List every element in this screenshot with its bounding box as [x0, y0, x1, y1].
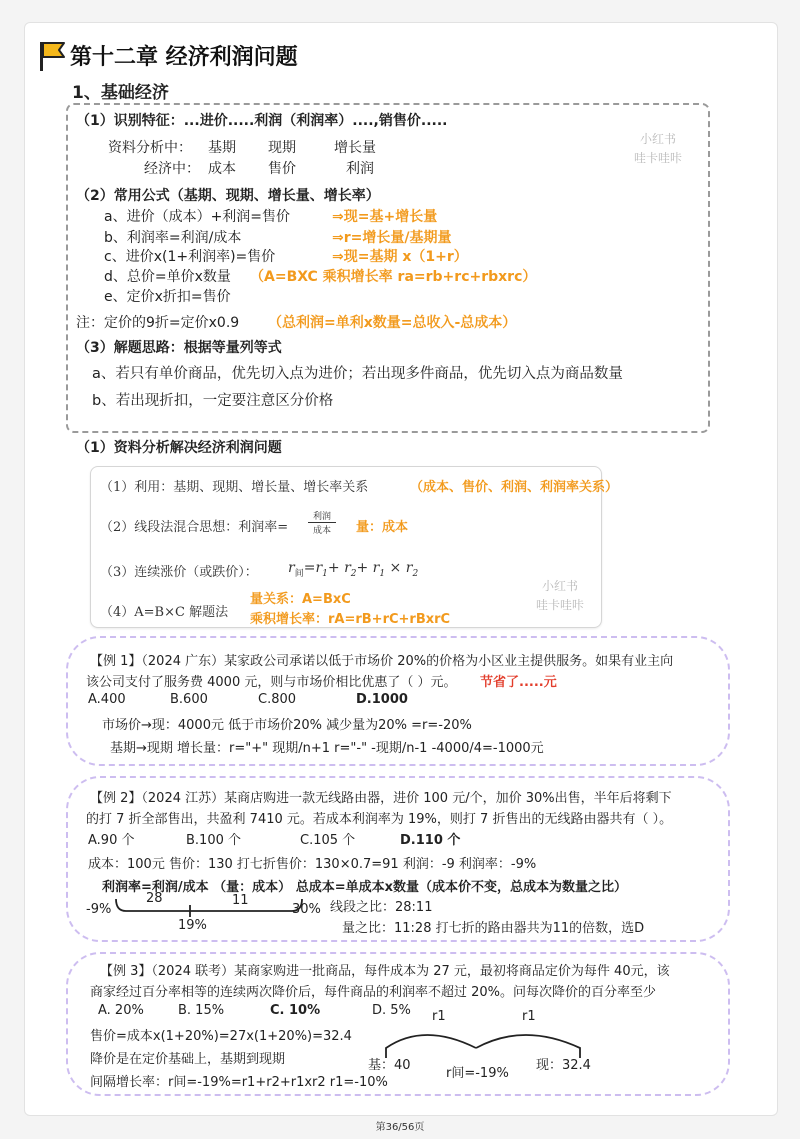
row-b-cost: 成本 [208, 161, 236, 177]
arc-label-1: r1 [432, 1009, 446, 1024]
ex2-opt-a: A.90 个 [88, 833, 135, 848]
ex1-work2: 基期→现期 增长量：r="+" 现期/n+1 r="-" -现期/n-1 -4000/4=-1000元 [110, 741, 544, 756]
formula-a: a、进价（成本）+利润=售价 [104, 209, 291, 225]
seg-right: 30% [292, 902, 321, 917]
ex2-work2: 利润率=利润/成本 （量：成本） 总成本=单成本x数量（成本价不变，总成本为数量之比） [102, 880, 627, 895]
ex3-work1: 售价=成本x(1+20%)=27x(1+20%)=32.4 [90, 1029, 352, 1044]
item2: （2）线段法混合思想：利润率= [100, 520, 289, 535]
ex1-q2: 该公司支付了服务费 4000 元，则与市场价相比优惠了（ ）元。 [86, 675, 457, 690]
seg-left: -9% [86, 902, 112, 917]
formula-d: d、总价=单价x数量 [104, 269, 231, 285]
row-b-label: 经济中： [144, 161, 200, 177]
page-number: 第36/56页 [375, 1122, 425, 1133]
fraction-denominator: 成本 [308, 522, 336, 536]
row-a-base: 基期 [208, 140, 236, 156]
ex3-opt-b: B. 15% [178, 1003, 225, 1018]
watermark2-line1: 小红书 [541, 579, 578, 593]
watermark2-line2: 哇卡哇咔 [535, 598, 584, 612]
seg-top-left: 28 [146, 891, 163, 906]
ex2-ratio1: 线段之比：28:11 [330, 900, 433, 915]
ex1-q1: 【例 1】（2024 广东）某家政公司承诺以低于市场价 20%的价格为小区业主提供服务。如果有业主向 [90, 654, 674, 669]
part1-title: （1）识别特征：...进价.....利润（利润率）....,销售价..... [76, 113, 448, 129]
ex2-q2: 的打 7 折全部售出，共盈利 7410 元。若成本利润率为 19%，则打 7 折售出的无线路由器共有（ ）。 [86, 812, 673, 827]
formula-b: b、利润率=利润/成本 [104, 230, 242, 246]
arc-label-2: r1 [522, 1009, 536, 1024]
formula-d-note: （A=BXC 乘积增长率 ra=rb+rc+rbxrc） [250, 269, 537, 285]
seg-bottom: 19% [178, 918, 207, 933]
ex1-opt-c: C.800 [258, 692, 297, 707]
ex3-work3: 间隔增长率：r间=-19%=r1+r2+r1xr2 r1=-10% [90, 1075, 388, 1090]
fraction-numerator: 利润 [312, 512, 331, 522]
item2-note: 量：成本 [356, 520, 409, 535]
part3-title: （3）解题思路：根据等量列等式 [76, 340, 282, 356]
item4-note2: 乘积增长率：rA=rB+rC+rBxrC [250, 612, 451, 627]
formula-c: c、进价x(1+利润率)=售价 [104, 249, 276, 265]
seg-top-right: 11 [232, 893, 249, 908]
ex1-q2-note: 节省了.....元 [480, 675, 557, 690]
ex2-work1: 成本：100元 售价：130 打七折售价：130×0.7=91 利润：-9 利润率：-9% [88, 857, 537, 872]
base-label: 基：40 [368, 1058, 411, 1073]
row-a-growth: 增长量 [334, 140, 376, 156]
tip-a: a、若只有单价商品，优先切入点为进价；若出现多件商品，优先切入点为商品数量 [92, 366, 623, 382]
ex3-opt-a: A. 20% [98, 1003, 144, 1018]
flag-icon [38, 40, 66, 72]
ex3-work2: 降价是在定价基础上，基期到现期 [90, 1052, 286, 1067]
formula-c-note: ⇒现=基期 x（1+r） [332, 249, 468, 265]
section1-title: 1、基础经济 [72, 83, 169, 103]
chapter-title: 第十二章 经济利润问题 [70, 45, 298, 70]
section2-title: （1）资料分析解决经济利润问题 [76, 440, 282, 456]
item1-note: （成本、售价、利润、利润率关系） [410, 480, 619, 495]
item4: （4）A=B×C 解题法 [100, 605, 229, 620]
formula-b-note: ⇒r=增长量/基期量 [332, 230, 452, 246]
segment-diagram [114, 895, 304, 923]
row-a-label: 资料分析中： [108, 140, 192, 156]
part2-title: （2）常用公式（基期、现期、增长量、增长率） [76, 188, 380, 204]
watermark-line2: 哇卡哇咔 [633, 151, 682, 165]
ex3-opt-c: C. 10% [270, 1003, 321, 1018]
ex1-opt-a: A.400 [88, 692, 126, 707]
watermark [628, 130, 688, 168]
watermark-line1: 小红书 [639, 132, 676, 146]
note-orange: （总利润=单利x数量=总收入-总成本） [268, 315, 517, 331]
item4-note1: 量关系：A=BxC [250, 592, 351, 607]
item3-label: （3）连续涨价（或跌价）： [100, 565, 258, 580]
row-b-price: 售价 [268, 161, 296, 177]
ex2-opt-b: B.100 个 [186, 833, 241, 848]
formula-e: e、定价x折扣=售价 [104, 289, 231, 305]
item1: （1）利用：基期、现期、增长量、增长率关系 [100, 480, 369, 495]
ex3-q2: 商家经过百分率相等的连续两次降价后，每件商品的利润率不超过 20%。问每次降价的百分率至少 [90, 985, 657, 1000]
ex2-opt-d: D.110 个 [400, 833, 461, 848]
item3-formula: $r_间=r_1+ r_2+ r_1 \times r_2$ [288, 560, 419, 579]
ex2-q1: 【例 2】（2024 江苏）某商店购进一款无线路由器，进价 100 元/个，加价 30%出售，半年后将剩下 [90, 791, 672, 806]
formula-a-note: ⇒现=基+增长量 [332, 209, 438, 225]
item2-fraction [308, 509, 336, 536]
ex3-q1: 【例 3】（2024 联考）某商家购进一批商品，每件成本为 27 元，最初将商品定价为每件 40元，该 [100, 964, 670, 979]
ex1-work1: 市场价→现：4000元 低于市场价20% 减少量为20% =r=-20% [102, 718, 472, 733]
row-a-now: 现期 [268, 140, 296, 156]
tip-b: b、若出现折扣，一定要注意区分价格 [92, 393, 334, 409]
ex1-opt-b: B.600 [170, 692, 208, 707]
note-text: 注：定价的9折=定价x0.9 [76, 315, 240, 331]
row-b-profit: 利润 [346, 161, 374, 177]
ex1-opt-d: D.1000 [356, 692, 408, 707]
watermark-2 [530, 577, 590, 615]
ex2-ratio2: 量之比：11:28 打七折的路由器共为11的倍数，选D [342, 921, 645, 936]
mid-label: r间=-19% [446, 1066, 509, 1081]
ex2-opt-c: C.105 个 [300, 833, 356, 848]
ex3-opt-d: D. 5% [372, 1003, 411, 1018]
now-label: 现：32.4 [536, 1058, 591, 1073]
